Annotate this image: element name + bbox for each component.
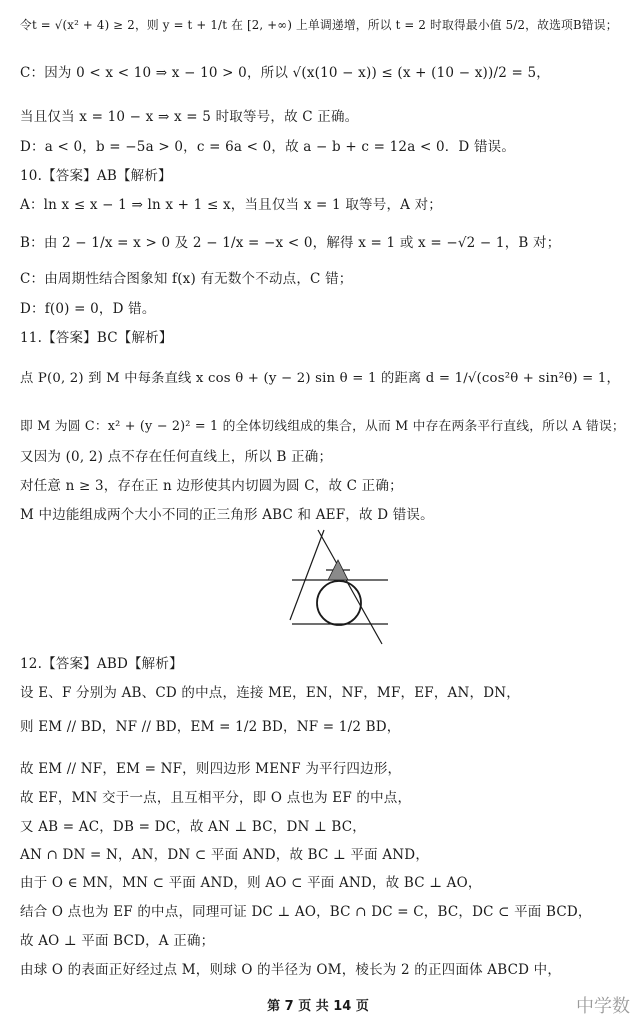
text-line-7: B：由 2 − 1/x = x > 0 及 2 − 1/x = −x < 0，解得 x = 1 或 x = −√2 − 1，B 对；	[20, 235, 561, 251]
section-heading-10: 10.【答案】AB【解析】	[20, 168, 172, 184]
section-heading-12: 12.【答案】ABD【解析】	[20, 656, 183, 672]
text-line-4: D：a < 0，b = −5a > 0，c = 6a < 0，故 a − b + c = 12a < 0．D 错误。	[20, 139, 516, 155]
text-line-9: D：f(0) = 0，D 错。	[20, 301, 156, 317]
text-line-25: 故 AO ⊥ 平面 BCD，A 正确；	[20, 933, 215, 949]
watermark: 中学数	[576, 996, 630, 1017]
page-footer: 第 7 页 共 14 页	[267, 999, 369, 1014]
text-line-13: 又因为 (0, 2) 点不存在任何直线上，所以 B 正确；	[20, 449, 333, 465]
section-heading-11: 11.【答案】BC【解析】	[20, 330, 173, 346]
text-line-20: 故 EF，MN 交于一点，且互相平分，即 O 点也为 EF 的中点，	[20, 790, 412, 806]
text-line-3: 当且仅当 x = 10 − x ⇒ x = 5 时取等号，故 C 正确。	[20, 109, 359, 125]
text-line-24: 结合 O 点也为 EF 的中点，同理可证 DC ⊥ AO，BC ∩ DC = C，BC，DC ⊂ 平面 BCD，	[20, 904, 592, 920]
text-line-11: 点 P(0, 2) 到 M 中每条直线 x cos θ + (y − 2) sin θ = 1 的距离 d = 1/√(cos²θ + sin²θ) = 1，	[20, 371, 620, 386]
right-tangent-line	[318, 530, 382, 644]
text-line-17: 设 E、F 分别为 AB、CD 的中点，连接 ME，EN，NF，MF，EF，AN，DN，	[20, 685, 520, 701]
text-line-15: M 中边能组成两个大小不同的正三角形 ABC 和 AEF，故 D 错误。	[20, 507, 434, 523]
text-line-1: 令t = √(x² + 4) ≥ 2，则 y = t + 1/t 在 [2, +∞) 上单调递增，所以 t = 2 时取得最小值 5/2，故选项B错误；	[20, 18, 618, 32]
text-line-21: 又 AB = AC，DB = DC，故 AN ⊥ BC，DN ⊥ BC，	[20, 819, 366, 835]
tangent-lines-circle-figure	[288, 528, 390, 646]
text-line-26: 由球 O 的表面正好经过点 M，则球 O 的半径为 OM，棱长为 2 的正四面体 ABCD 中，	[20, 962, 562, 978]
incircle	[317, 581, 361, 625]
text-line-22: AN ∩ DN = N，AN，DN ⊂ 平面 AND，故 BC ⊥ 平面 AND，	[20, 847, 430, 863]
text-line-19: 故 EM // NF，EM = NF，则四边形 MENF 为平行四边形，	[20, 761, 402, 777]
text-line-23: 由于 O ∈ MN，MN ⊂ 平面 AND，则 AO ⊂ 平面 AND，故 BC ⊥ AO，	[20, 875, 482, 891]
text-line-2: C：因为 0 < x < 10 ⇒ x − 10 > 0，所以 √(x(10 − x)) ≤ (x + (10 − x))/2 = 5，	[20, 65, 550, 81]
text-line-18: 则 EM // BD，NF // BD，EM = 1/2 BD，NF = 1/2 BD，	[20, 719, 401, 735]
text-line-14: 对任意 n ≥ 3，存在正 n 边形使其内切圆为圆 C，故 C 正确；	[20, 478, 403, 494]
text-line-12: 即 M 为圆 C：x² + (y − 2)² = 1 的全体切线组成的集合，从而 M 中存在两条平行直线，所以 A 错误；	[20, 419, 625, 434]
left-tangent-line	[290, 530, 324, 620]
text-line-8: C：由周期性结合图象知 f(x) 有无数个不动点，C 错；	[20, 271, 353, 287]
text-line-6: A：ln x ≤ x − 1 ⇒ ln x + 1 ≤ x，当且仅当 x = 1 取等号，A 对；	[20, 197, 442, 213]
